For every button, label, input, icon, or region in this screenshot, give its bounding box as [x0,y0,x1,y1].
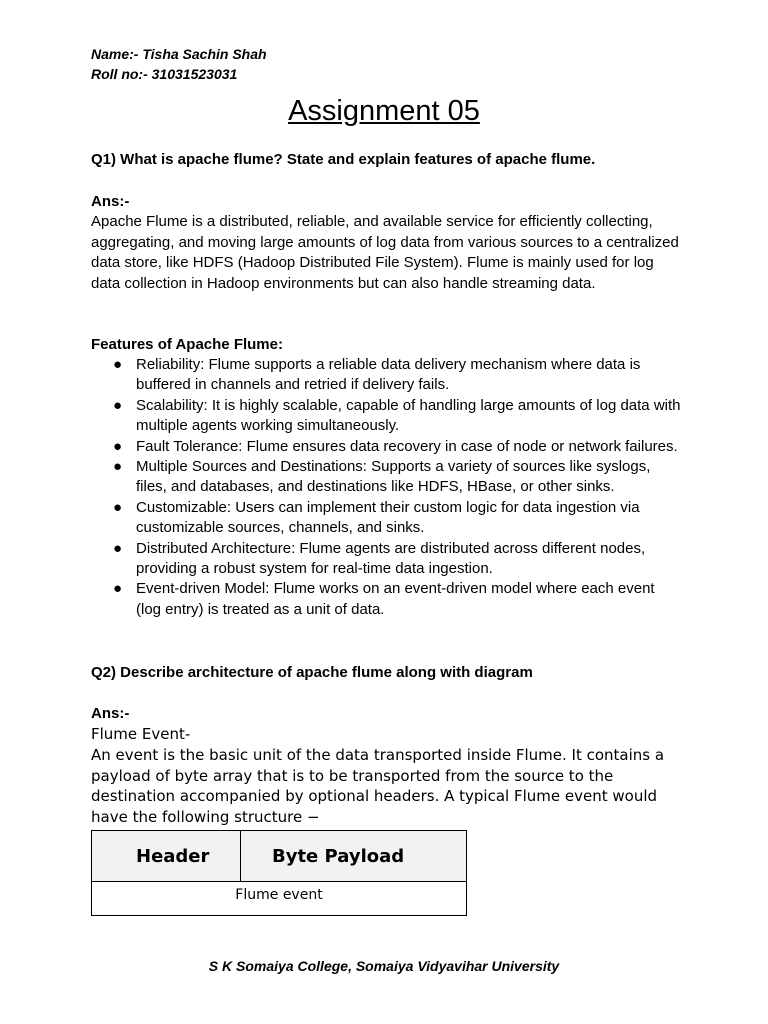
flume-event-diagram [91,830,467,916]
list-item: ● Customizable: Users can implement their custom logic for data ingestion via customizable sources, channels, and sinks. [113,498,640,537]
features-list [91,355,681,620]
q1-answer-label: Ans:- [91,193,130,210]
bullet-icon: ● [113,356,123,373]
diagram-header-cell: Header [136,846,210,867]
page-footer: S K Somaiya College, Somaiya Vidyavihar University [208,958,560,974]
list-item: ● Multiple Sources and Destinations: Supports a variety of sources like syslogs, files, and databases, and destinations like HDFS, HBase, or other sinks. [113,458,651,496]
bullet-icon: ● [113,580,123,598]
diagram-caption: Flume event [235,887,323,903]
flume-event-subheading: Flume Event- [91,725,191,743]
bullet-icon: ● [113,437,123,455]
diagram-payload-cell: Byte Payload [272,846,405,867]
list-item: ● Fault Tolerance: Flume ensures data recovery in case of node or network failures. [91,437,681,457]
bullet-icon: ● [113,498,123,516]
q2-question: Q2) Describe architecture of apache flume along with diagram [91,664,533,681]
q1-answer-text: Apache Flume is a distributed, reliable, and available service for efficiently collecting, aggregating, and moving large amounts of log data from various sources to a centralized data store, like HDFS (Hadoop Distributed File System). Flume is mainly used for log data collection in Hadoop environments but can also handle streaming data. [91,213,679,292]
q2-answer-label: Ans:- [91,705,130,722]
list-item: ● Reliability: Flume supports a reliable data delivery mechanism where data is buffered in channels and retried if delivery fails. [113,356,641,394]
list-item: ● Scalability: It is highly scalable, capable of handling large amounts of log data with multiple agents working simultaneously. [113,396,681,435]
bullet-icon: ● [113,539,123,557]
bullet-icon: ● [113,458,123,476]
roll-number: Roll no:- 31031523031 [91,66,238,82]
q2-answer-text: An event is the basic unit of the data transported inside Flume. It contains a payload of byte array that is to be transported from the source to the destination accompanied by optional headers. A typical Flume event would have the following structure − [91,746,665,826]
bullet-icon: ● [113,396,123,414]
features-heading: Features of Apache Flume: [91,336,283,353]
student-name: Name:- Tisha Sachin Shah [91,46,267,62]
column-divider [240,831,241,881]
q1-question: Q1) What is apache flume? State and explain features of apache flume. [91,151,596,168]
list-item: ● Distributed Architecture: Flume agents are distributed across different nodes, providing a robust system for real-time data ingestion. [113,539,646,578]
list-item: ● Event-driven Model: Flume works on an event-driven model where each event (log entry) is treated as a unit of data. [113,580,655,618]
assignment-title: Assignment 05 [288,95,480,127]
